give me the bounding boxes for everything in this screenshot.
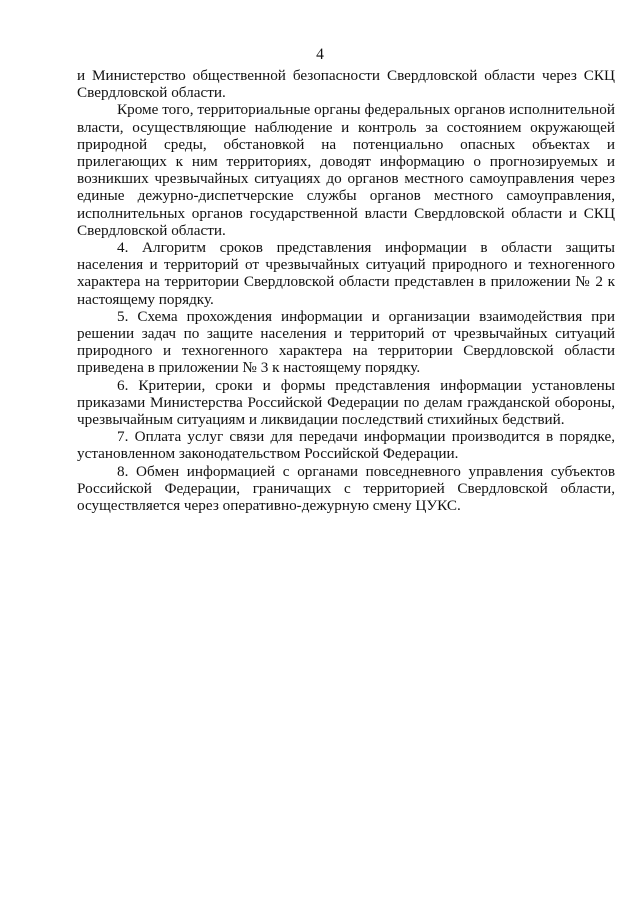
paragraph-item-4: 4. Алгоритм сроков представления информации в области защиты населения и территорий от чрезвычайных ситуаций природного и техногенного характера на территории Свердловской области представлен в приложении № 2 к настоящему порядку. [77,239,615,308]
paragraph-item-8: 8. Обмен информацией с органами повседневного управления субъектов Российской Федерации, граничащих с территорией Свердловской области, осуществляется через оперативно-дежурную смену ЦУКС. [77,462,615,515]
paragraph-territorial-bodies: Кроме того, территориальные органы федеральных органов исполнительной власти, осуществляющие наблюдение и контроль за состоянием окружающей природной среды, обстановкой на потенциально опасных объектах и прилегающих к ним территориях, доводят информацию о прогнозируемых и возникших чрезвычайных ситуациях до органов местного самоуправления через единые дежурно-диспетчерские службы органов местного самоуправления, исполнительных органов государственной власти Свердловской области и СКЦ Свердловской области. [77,101,615,239]
paragraph-item-7: 7. Оплата услуг связи для передачи информации производится в порядке, установленном законодательством Российской Федерации. [77,428,615,463]
document-body [77,67,615,514]
paragraph-item-6: 6. Критерии, сроки и формы представления информации установлены приказами Министерства Российской Федерации по делам гражданской обороны, чрезвычайным ситуациям и ликвидации последствий стихийных бедствий. [77,376,615,429]
paragraph-item-5: 5. Схема прохождения информации и организации взаимодействия при решении задач по защите населения и территорий от чрезвычайных ситуаций природного и техногенного характера на территории Свердловской области приведена в приложении № 3 к настоящему порядку. [77,307,615,377]
paragraph-continuation: и Министерство общественной безопасности Свердловской области через СКЦ Свердловской области. [77,67,615,102]
page-number: 4 [316,46,324,63]
